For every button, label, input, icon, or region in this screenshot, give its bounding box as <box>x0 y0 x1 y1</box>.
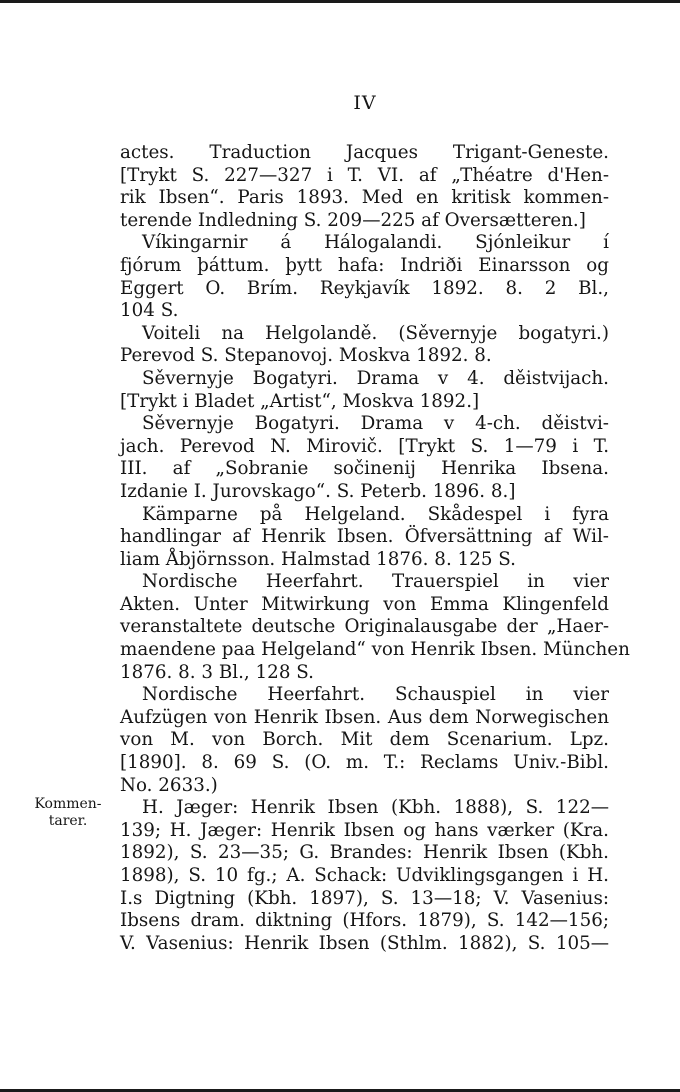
entry-first-line: Víkingarnir á Hálogalandi. Sjónleikur í <box>142 232 609 254</box>
text-line: 104 S. <box>120 300 179 322</box>
text-line: [1890]. 8. 69 S. (O. m. T.: Reclams Univ.-Bibl. <box>120 752 609 774</box>
page-number: IV <box>353 92 377 114</box>
text-line: actes. Traduction Jacques Trigant-Geneste. <box>120 142 609 163</box>
text-line: Izdanie I. Jurovskago“. S. Peterb. 1896. 8.] <box>120 480 516 502</box>
text-line: 1898), S. 10 fg.; A. Schack: Udviklingsgangen i H. <box>120 865 609 886</box>
entry-first-line: Sěvernyje Bogatyri. Drama v 4. děistvijach. <box>142 367 609 389</box>
text-line: veranstaltete deutsche Originalausgabe der „Haer- <box>120 616 609 638</box>
entry-first-line: Nordische Heerfahrt. Schauspiel in vier <box>142 684 609 706</box>
text-line: I.s Digtning (Kbh. 1897), S. 13—18; V. Vasenius: <box>120 887 609 909</box>
entry-first-line: Sěvernyje Bogatyri. Drama v 4-ch. děistvi- <box>142 413 609 435</box>
text-line: maendene paa Helgeland“ von Henrik Ibsen. München <box>120 639 630 661</box>
bibliography-text <box>120 142 630 955</box>
text-line: jach. Perevod N. Mirovič. [Trykt S. 1—79 i T. <box>120 435 609 457</box>
margin-note <box>28 796 108 830</box>
text-line: liam Åbjörnsson. Halmstad 1876. 8. 125 S. <box>120 548 516 570</box>
entry-first-line: Nordische Heerfahrt. Trauerspiel in vier <box>142 571 609 593</box>
text-line: rik Ibsen“. Paris 1893. Med en kritisk kommen- <box>120 187 609 209</box>
text-line: Ibsens dram. diktning (Hfors. 1879), S. 142—156; <box>120 910 609 932</box>
entry-first-line: Kämparne på Helgeland. Skådespel i fyra <box>142 503 609 525</box>
text-line: 139; H. Jæger: Henrik Ibsen og hans værker (Kra. <box>120 819 609 841</box>
text-line: [Trykt i Bladet „Artist“, Moskva 1892.] <box>120 390 480 412</box>
top-border-line <box>0 0 680 3</box>
text-line: 1892), S. 23—35; G. Brandes: Henrik Ibsen (Kbh. <box>120 842 609 864</box>
entry-first-line: H. Jæger: Henrik Ibsen (Kbh. 1888), S. 122— <box>142 797 609 819</box>
text-line: 1876. 8. 3 Bl., 128 S. <box>120 661 314 683</box>
text-line: Aufzügen von Henrik Ibsen. Aus dem Norwegischen <box>120 706 609 728</box>
text-line: No. 2633.) <box>120 774 218 796</box>
entry-first-line: Voiteli na Helgolandě. (Sěvernyje bogatyri.) <box>142 322 609 344</box>
margin-note-line: tarer. <box>48 813 88 829</box>
text-line: III. af „Sobranie sočinenij Henrika Ibsena. <box>120 458 609 480</box>
text-line: fjórum þáttum. þytt hafa: Indriði Einarsson og <box>120 254 609 276</box>
text-line: terende Indledning S. 209—225 af Oversætteren.] <box>120 209 586 231</box>
text-line: Akten. Unter Mitwirkung von Emma Klingenfeld <box>120 593 609 615</box>
text-line: V. Vasenius: Henrik Ibsen (Sthlm. 1882), S. 105— <box>120 932 609 954</box>
text-line: Perevod S. Stepanovoj. Moskva 1892. 8. <box>120 345 492 367</box>
text-line: Eggert O. Brím. Reykjavík 1892. 8. 2 Bl., <box>120 277 609 299</box>
text-line: handlingar af Henrik Ibsen. Öfversättning af Wil- <box>120 526 609 548</box>
text-line: [Trykt S. 227—327 i T. VI. af „Théatre d'Hen- <box>120 164 609 186</box>
text-line: von M. von Borch. Mit dem Scenarium. Lpz. <box>120 729 609 751</box>
margin-note-line: Kommen- <box>34 796 102 812</box>
